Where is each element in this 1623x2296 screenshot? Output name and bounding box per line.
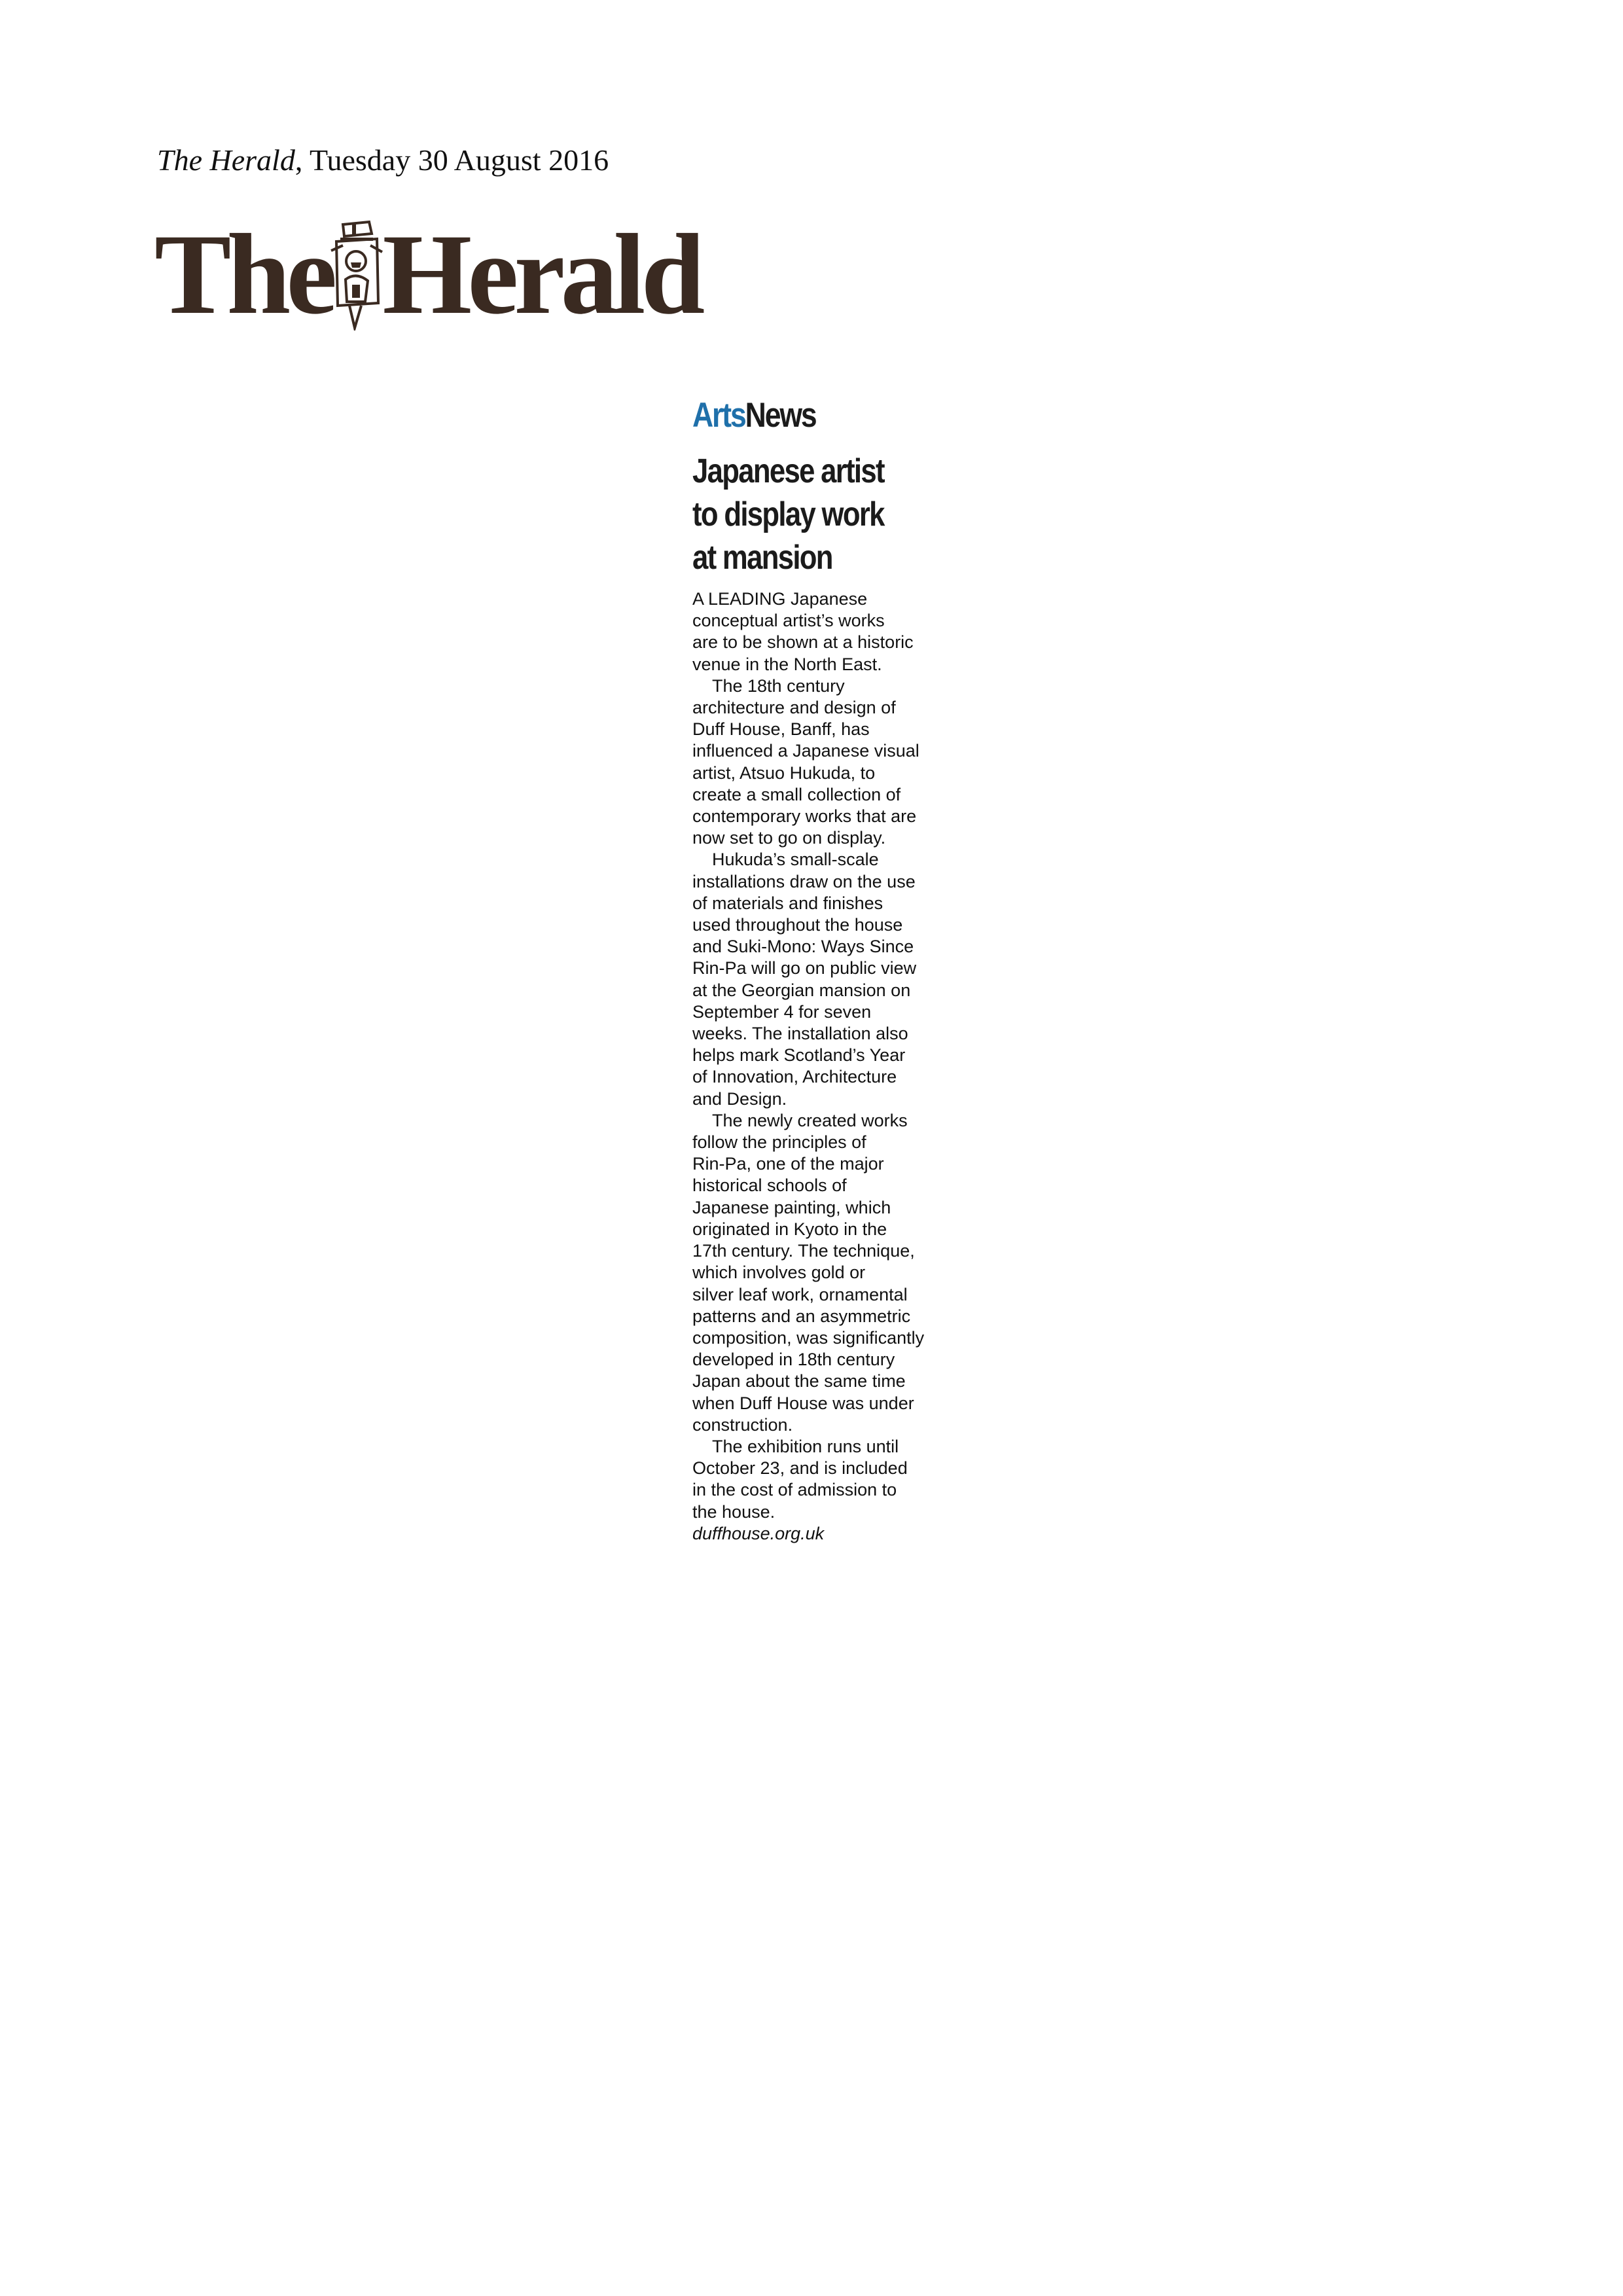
section-kicker (692, 398, 897, 433)
body-line: create a small collection of (692, 784, 901, 804)
body-line: influenced a Japanese visual (692, 741, 919, 761)
body-line: installations draw on the use (692, 871, 916, 891)
kicker-news: News (745, 396, 816, 435)
body-line: Rin-Pa will go on public view (692, 958, 917, 978)
body-line: composition, was significantly (692, 1327, 925, 1348)
body-line: of materials and finishes (692, 893, 883, 913)
body-line: The 18th century (712, 675, 845, 696)
body-line: at the Georgian mansion on (692, 980, 911, 1000)
body-line: Hukuda’s small-scale (712, 850, 879, 870)
body-line: Rin-Pa, one of the major (692, 1154, 884, 1174)
body-line: and Suki-Mono: Ways Since (692, 937, 914, 957)
website-link[interactable]: duffhouse.org.uk (692, 1523, 825, 1543)
body-line: Duff House, Banff, has (692, 719, 870, 740)
headline-line: at mansion (692, 539, 832, 577)
body-line: October 23, and is included (692, 1458, 908, 1479)
body-line: developed in 18th century (692, 1350, 895, 1370)
body-line: patterns and an asymmetric (692, 1306, 911, 1326)
body-line: are to be shown at a historic (692, 632, 914, 653)
body-line: in the cost of admission to (692, 1480, 897, 1500)
body-line: A LEADING Japanese (692, 589, 868, 609)
body-line: when Duff House was under (692, 1393, 914, 1413)
kicker-arts: Arts (692, 396, 745, 435)
headline-line: Japanese artist (692, 452, 884, 490)
body-line: helps mark Scotland’s Year (692, 1045, 906, 1066)
body-line: September 4 for seven (692, 1001, 872, 1022)
body-line: of Innovation, Architecture (692, 1067, 897, 1087)
body-line: architecture and design of (692, 698, 896, 718)
herald-crest-icon (323, 219, 386, 331)
headline-line: to display work (692, 495, 884, 533)
body-line: contemporary works that are (692, 806, 917, 827)
masthead-logo (154, 211, 701, 338)
article-body (692, 588, 936, 1545)
body-line: now set to go on display. (692, 828, 886, 848)
body-line: The exhibition runs until (712, 1436, 899, 1456)
body-line: the house. (692, 1501, 776, 1522)
dateline-paper-name: The Herald (157, 143, 295, 177)
body-line: Japan about the same time (692, 1371, 906, 1391)
dateline (157, 145, 609, 175)
body-line: artist, Atsuo Hukuda, to (692, 762, 876, 783)
body-line: venue in the North East. (692, 654, 882, 674)
body-line: used throughout the house (692, 915, 903, 935)
body-line: which involves gold or (692, 1263, 866, 1283)
body-line: Japanese painting, which (692, 1197, 891, 1217)
headline (692, 450, 936, 579)
body-line: construction. (692, 1414, 793, 1435)
body-line: originated in Kyoto in the (692, 1219, 887, 1239)
body-line: and Design. (692, 1088, 787, 1109)
body-line: follow the principles of (692, 1132, 866, 1153)
article (692, 398, 936, 1545)
masthead-herald: Herald (382, 211, 701, 338)
body-line: weeks. The installation also (692, 1024, 908, 1044)
body-line: conceptual artist’s works (692, 611, 885, 631)
body-line: 17th century. The technique, (692, 1241, 915, 1261)
body-line: silver leaf work, ornamental (692, 1284, 908, 1304)
masthead-the: The (154, 211, 333, 338)
body-line: historical schools of (692, 1175, 847, 1196)
dateline-date: , Tuesday 30 August 2016 (294, 143, 609, 177)
body-line: The newly created works (712, 1110, 908, 1130)
